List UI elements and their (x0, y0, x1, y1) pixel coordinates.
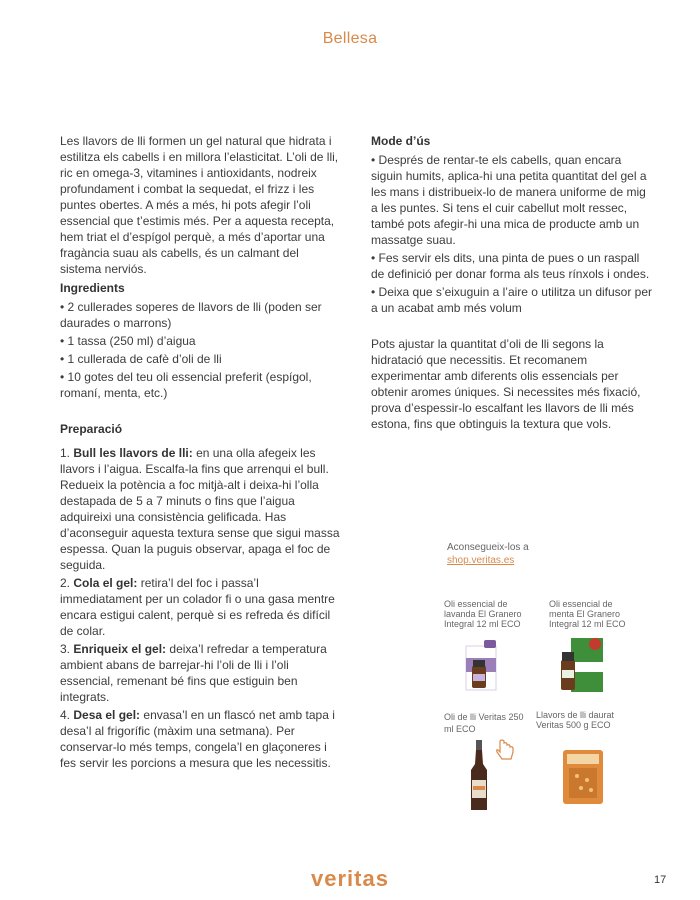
shop-link[interactable]: shop.veritas.es (447, 555, 515, 566)
step-text: retira’l del foc i passa’l immediatament per un colador fi o una gasa mentre encara estigui calent, perquè si es refreda és difícil de colar. (60, 576, 335, 638)
shop-callout (447, 541, 529, 567)
intro-paragraph: Les llavors de lli formen un gel natural que hidrata i estilitza els cabells i en millora l’elasticitat. L’oli de lli, ric en omega-3, vitamines i antioxidants, nodreix profundament i combat la sequedat, el frizz i les puntes obertes. A més a més, hi pots afegir l’oli essencial que t’estimis més. Per a aquesta recepta, hem triat el d’espígol perquè, a més d’aportar una fragància suau als cabells, és un calmant del sistema nerviós. (60, 134, 339, 276)
ingredient-item: • 2 cullerades soperes de llavors de lli (poden ser daurades o marrons) (60, 300, 322, 330)
preparation-step-3 (60, 641, 342, 705)
flax-oil-bottle-image[interactable] (467, 740, 491, 812)
ingredient-item: • 1 cullerada de cafè d’oli de lli (60, 352, 222, 366)
usage-note: Pots ajustar la quantitat d’oli de lli segons la hidratació que necessitis. Et recomanem experimentar amb diferents olis essencials per obtenir aromes úniques. Si necessites més fixació, prova d’espessir-lo escalfant les llavors de lli més estona, fins que obtinguis la textura que vols. (371, 337, 641, 431)
preparation-heading: Preparació (60, 422, 123, 436)
section-title: Bellesa (322, 30, 378, 47)
pointer-hand-icon (494, 738, 516, 762)
usage-item: • Deixa que s’eixuguin a l’aire o utilitza un difusor per a un acabat amb més volum (371, 285, 653, 315)
ingredient-item: • 10 gotes del teu oli essencial preferit (espígol, romaní, menta, etc.) (60, 370, 312, 400)
ingredients-heading: Ingredients (60, 281, 125, 295)
step-number: 4. (60, 708, 71, 722)
preparation-step-2 (60, 575, 342, 639)
mint-oil-product-image[interactable] (557, 632, 607, 694)
lavender-oil-product-image[interactable] (458, 636, 506, 692)
step-text: envasa’l en un flascó net amb tapa i desa’l al frigorífic (màxim una setmana). Per conservar-lo més temps, congela’l en glaçoneres i fes servir les porcions a mesura que les necessitis. (60, 708, 335, 770)
left-column (60, 133, 342, 773)
product-label-flax-oil: Oli de lli Veritas 250 ml ECO (444, 712, 524, 734)
usage-item: • Fes servir els dits, una pinta de pues o un raspall de definició per donar forma als teus rínxols i ondes. (371, 251, 650, 281)
step-title: Enriqueix el gel: (73, 642, 167, 656)
usage-item: • Després de rentar-te els cabells, quan encara siguin humits, aplica-hi una petita quantitat del gel a les mans i distribueix-lo de manera uniforme de mig a les puntes. Si tens el cuir cabellut molt ressec, també pots afegir-hi una mica de producte amb un massatge suau. (371, 153, 647, 247)
step-number: 2. (60, 576, 71, 590)
product-label-flax-seeds: Llavors de lli daurat Veritas 500 g ECO (536, 710, 615, 730)
ingredient-item: • 1 tassa (250 ml) d’aigua (60, 334, 196, 348)
step-number: 1. (60, 446, 71, 460)
step-title: Cola el gel: (73, 576, 138, 590)
step-text: deixa’l refredar a temperatura ambient abans de barrejar-hi l’oli de lli i l’oli essencial, remenant bé fins que estiguin ben integrats. (60, 642, 327, 704)
flax-seeds-bag-image[interactable] (559, 746, 607, 806)
preparation-step-4 (60, 707, 342, 771)
step-title: Desa el gel: (73, 708, 141, 722)
shop-text: Aconsegueix-los a (447, 542, 529, 553)
step-text: en una olla afegeix les llavors i l’aigua. Escalfa-la fins que arrenqui el bull. Redueix la potència a foc mitjà-alt i deixa-hi l’olla destapada de 5 a 7 minuts o fins que l’aigua adquireixi una consistència gelificada. Has d’aconseguir aquesta textura sense que sigui massa espessa. Quan la puguis observar, apaga el foc de seguida. (60, 446, 340, 572)
product-label-mint: Oli essencial de menta El Granero Integral 12 ml ECO (549, 599, 626, 629)
product-label-lavender: Oli essencial de lavanda El Granero Integral 12 ml ECO (444, 599, 522, 629)
right-column (371, 133, 653, 432)
step-title: Bull les llavors de lli: (73, 446, 193, 460)
step-number: 3. (60, 642, 71, 656)
usage-heading: Mode d’ús (371, 134, 431, 148)
page-number: 17 (654, 874, 667, 886)
preparation-step-1 (60, 445, 342, 573)
veritas-logo: veritas (311, 866, 389, 888)
